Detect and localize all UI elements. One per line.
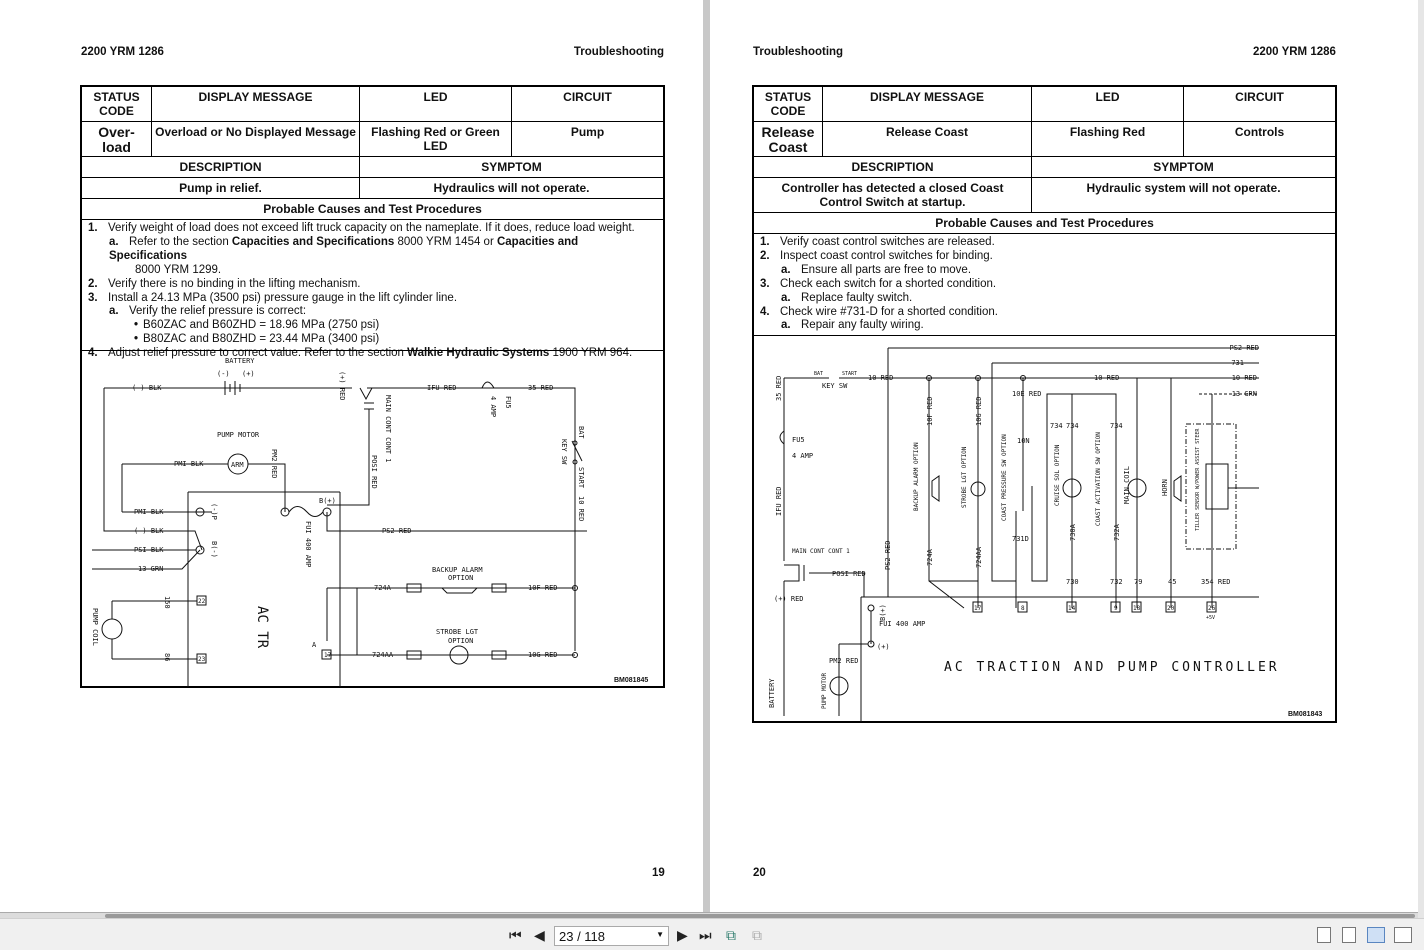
status-table [80, 85, 665, 688]
wire-label: 10F RED [528, 584, 558, 592]
doc-id: 2200 YRM 1286 [81, 46, 164, 58]
component-label: COAST PRESSURE SW OPTION [1001, 434, 1008, 521]
wire-label: PS2 RED [1229, 344, 1259, 352]
list-item: 2. Inspect coast control switches for binding. [760, 249, 993, 262]
wire-label: 731 [1231, 359, 1244, 367]
page-indicator: 23 / 118 [559, 929, 606, 944]
next-page-icon[interactable]: ▶ [677, 927, 688, 943]
led-value: Flashing Red or Green LED [360, 122, 512, 157]
last-page-icon[interactable]: ⏭ [699, 927, 712, 943]
terminal-label: 20 [1167, 605, 1175, 612]
wire-label: 35 RED [528, 384, 554, 392]
previous-page-icon[interactable]: ◀ [534, 927, 545, 943]
wire-label: 86 [163, 653, 171, 662]
wire-label: 10 RED [868, 374, 894, 382]
list-item: 4. Check wire #731-D for a shorted condition. [760, 305, 998, 318]
wire-label: 730 [1066, 578, 1079, 586]
circuit-value: Controls [1184, 122, 1335, 157]
doc-id: 2200 YRM 1286 [1253, 46, 1336, 58]
status-code: Release Coast [754, 122, 823, 157]
page-selector[interactable] [554, 926, 669, 946]
list-item: a. Ensure all parts are free to move. [781, 263, 972, 276]
wire-label: IFU RED [427, 384, 457, 392]
circuit-value: Pump [512, 122, 663, 157]
left-page [0, 0, 703, 912]
list-item: 3. Install a 24.13 MPa (3500 psi) pressure gauge in the lift cylinder line. [88, 291, 458, 304]
status-table [752, 85, 1337, 723]
header-status-code: STATUS CODE [82, 87, 152, 122]
wire-label: POSI RED [832, 570, 866, 578]
wire-label: IFU RED [775, 486, 783, 516]
fuse-label: FU5 [504, 396, 512, 409]
switch-label: START [577, 467, 585, 489]
wire-label: 10G RED [528, 651, 558, 659]
wire-label: 354 RED [1201, 578, 1231, 586]
procedure-list [760, 236, 1331, 333]
wire-label: 10G RED [975, 396, 983, 426]
wire-label: 732 [1110, 578, 1123, 586]
procedure-list [88, 222, 659, 361]
switch-label: BAT [577, 426, 585, 439]
header-status-code: STATUS CODE [754, 87, 823, 122]
page-number: 19 [652, 867, 665, 879]
terminal-label: 17 [324, 652, 332, 659]
list-item: a. Verify the relief pressure is correct: [109, 305, 307, 318]
terminal-label: +5V [1206, 615, 1216, 621]
procedures-header: Probable Causes and Test Procedures [82, 199, 663, 220]
terminal-label: 8 [1021, 605, 1025, 612]
wire-label: 10 RED [1231, 374, 1257, 382]
switch-label: BAT [814, 371, 824, 377]
description: Pump in relief. [82, 178, 360, 199]
header-circuit: CIRCUIT [512, 87, 663, 122]
wire-label: 13 GRN [138, 565, 164, 573]
wire-label: PM2 RED [270, 449, 278, 479]
symptom: Hydraulic system will not operate. [1032, 178, 1335, 213]
status-code: Over-load [82, 122, 152, 157]
fuse-label: FUI 400 AMP [879, 620, 926, 628]
wire-label: 734 [1066, 422, 1079, 430]
list-item: a. Refer to the section Capacities and Specifications 8000 YRM 1454 or Capacities and Specifications [109, 235, 579, 262]
component-label: HORN [1161, 479, 1169, 496]
list-item: a. Repair any faulty wiring. [781, 319, 924, 332]
forward-view-icon[interactable]: ⧉ [752, 927, 762, 943]
viewer-toolbar [0, 918, 1424, 950]
list-item: 2. Verify there is no binding in the lifting mechanism. [88, 277, 361, 290]
terminal-label: B(+) [879, 604, 887, 621]
fuse-label: 4 AMP [792, 452, 814, 460]
component-label: PUMP MOTOR [821, 672, 828, 709]
terminal-label: (-)P [210, 503, 218, 520]
component-label: BATTERY [768, 678, 776, 708]
description: Controller has detected a closed Coast Control Switch at startup. [754, 178, 1032, 213]
wire-label: 10N [1017, 437, 1030, 445]
wire-label: 734 [1110, 422, 1123, 430]
header-circuit: CIRCUIT [1184, 87, 1335, 122]
wire-label: 79 [1134, 578, 1143, 586]
switch-label: KEY SW [560, 439, 568, 465]
wire-label: PSI BLK [134, 546, 164, 554]
section-title: Troubleshooting [573, 46, 664, 58]
header-display-message: DISPLAY MESSAGE [823, 87, 1032, 122]
wire-label: (-) BLK [132, 384, 162, 392]
wire-label: (+) RED [774, 595, 804, 603]
component-label: TILLER SENSOR W/POWER ASSIST STEER [1195, 428, 1201, 531]
component-label: OPTION [448, 574, 474, 582]
back-view-icon[interactable]: ⧉ [726, 927, 736, 943]
wire-label: 724AA [975, 546, 983, 568]
chevron-down-icon[interactable]: ▼ [656, 930, 664, 939]
wiring-diagram-svg [82, 351, 663, 687]
terminal-label: B(-) [210, 541, 218, 558]
list-item: a. Replace faulty switch. [781, 291, 913, 304]
terminal-label: 17 [974, 605, 982, 612]
wire-label: 35 RED [775, 375, 783, 401]
component-label: CRUISE SOL OPTION [1054, 444, 1061, 506]
battery-pos-label: (+) [242, 370, 255, 378]
list-item-continued: 8000 YRM 1299. [135, 263, 222, 276]
wire-label: 45 [1168, 578, 1177, 586]
symptom-header: SYMPTOM [1032, 157, 1335, 178]
list-item: 4. Adjust relief pressure to correct value. Refer to the section Walkie Hydraulic Systems 1900 YRM 964. [88, 347, 633, 360]
terminal-label: 9 [1114, 605, 1118, 612]
fuse-label: FU5 [792, 436, 805, 444]
wire-label: 13 GRN [1231, 390, 1257, 398]
wiring-diagram [82, 350, 663, 686]
component-label: ARM [231, 461, 244, 469]
wire-label: (-) BLK [134, 527, 164, 535]
description-header: DESCRIPTION [754, 157, 1032, 178]
single-page-view-icon[interactable] [1317, 927, 1331, 943]
led-value: Flashing Red [1032, 122, 1184, 157]
wire-label: PMI BLK [134, 508, 164, 516]
continuous-facing-view-icon[interactable] [1394, 927, 1412, 943]
facing-pages-view-icon[interactable] [1367, 927, 1385, 943]
header-display-message: DISPLAY MESSAGE [152, 87, 360, 122]
terminal-label: 22 [198, 598, 206, 605]
wiring-diagram [754, 335, 1335, 721]
terminal-label: 18 [1133, 605, 1141, 612]
wire-label: PM2 RED [829, 657, 859, 665]
component-label: MAIN CONT CONT 1 [792, 548, 850, 555]
procedures-header: Probable Causes and Test Procedures [754, 213, 1335, 234]
wire-label: 732A [1113, 524, 1121, 541]
wire-label: 724A [374, 584, 391, 592]
switch-label: KEY SW [822, 382, 848, 390]
wire-label: 731D [1012, 535, 1029, 543]
wiring-diagram-svg [754, 336, 1335, 722]
wire-label: (+) RED [338, 371, 346, 401]
component-label: MAIN COIL [1123, 466, 1131, 504]
component-label: PUMP COIL [91, 608, 99, 646]
controller-label: AC TRACTION AND PUMP CONTROLLER [944, 660, 1280, 675]
terminal-label: (+) [877, 643, 890, 651]
terminal-label: 23 [198, 656, 206, 663]
component-label: MAIN CONT CONT 1 [384, 395, 392, 463]
right-page [710, 0, 1418, 912]
list-item: • B80ZAC and B80ZHD = 23.44 MPa (3400 psi) [134, 333, 380, 346]
display-message: Overload or No Displayed Message [152, 122, 360, 157]
wire-label: 10 RED [577, 496, 585, 522]
list-item: 3. Check each switch for a shorted condition. [760, 277, 997, 290]
battery-neg-label: (-) [217, 370, 230, 378]
component-label: STROBE LGT [436, 628, 479, 636]
terminal-label: B(+) [319, 497, 336, 505]
figure-code: BM081845 [614, 677, 649, 684]
display-message: Release Coast [823, 122, 1032, 157]
fuse-label: 4 AMP [489, 396, 497, 418]
list-item: 1. Verify coast control switches are released. [760, 236, 995, 248]
component-label: COAST ACTIVATION SW OPTION [1095, 432, 1102, 526]
component-label: OPTION [448, 637, 474, 645]
reference-tag: A [312, 641, 317, 649]
component-label: PUMP MOTOR [217, 431, 260, 439]
wire-label: 734 [1050, 422, 1063, 430]
list-item: • B60ZAC and B60ZHD = 18.96 MPa (2750 psi) [134, 319, 380, 332]
continuous-view-icon[interactable] [1342, 927, 1356, 943]
wire-label: 150 [163, 596, 171, 609]
header-led: LED [1032, 87, 1184, 122]
terminal-label: 26 [1208, 605, 1216, 612]
figure-code: BM081843 [1288, 711, 1323, 718]
list-item: 1. Verify weight of load does not exceed lift truck capacity on the nameplate. If it does, reduce load weight. [88, 222, 635, 234]
wire-label: POSI RED [370, 455, 378, 489]
fuse-label: FUI 400 AMP [304, 521, 312, 568]
component-label: BACKUP ALARM OPTION [913, 442, 920, 511]
header-led: LED [360, 87, 512, 122]
component-label: BACKUP ALARM [432, 566, 483, 574]
wire-label: PS2 RED [382, 527, 412, 535]
wire-label: 730A [1069, 524, 1077, 541]
controller-label: AC TR [254, 606, 270, 649]
wire-label: 724AA [372, 651, 394, 659]
wire-label: 10E RED [1012, 390, 1042, 398]
terminal-label: 14 [1068, 605, 1076, 612]
section-title: Troubleshooting [753, 46, 844, 58]
switch-label: START [842, 371, 858, 377]
component-label: STROBE LGT OPTION [961, 446, 968, 508]
description-header: DESCRIPTION [82, 157, 360, 178]
terminals [973, 602, 1216, 612]
wire-label: PMI BLK [174, 460, 204, 468]
wire-label: 10 RED [1094, 374, 1120, 382]
wire-label: 10F RED [926, 396, 934, 426]
first-page-icon[interactable]: ⏮ [509, 927, 522, 943]
vertical-scrollbar[interactable] [1418, 0, 1424, 918]
symptom-header: SYMPTOM [360, 157, 663, 178]
battery-label: BATTERY [225, 357, 255, 365]
page-number: 20 [753, 867, 766, 879]
wire-label: PS2 RED [884, 540, 892, 570]
symptom: Hydraulics will not operate. [360, 178, 663, 199]
wire-label: 724A [926, 549, 934, 566]
